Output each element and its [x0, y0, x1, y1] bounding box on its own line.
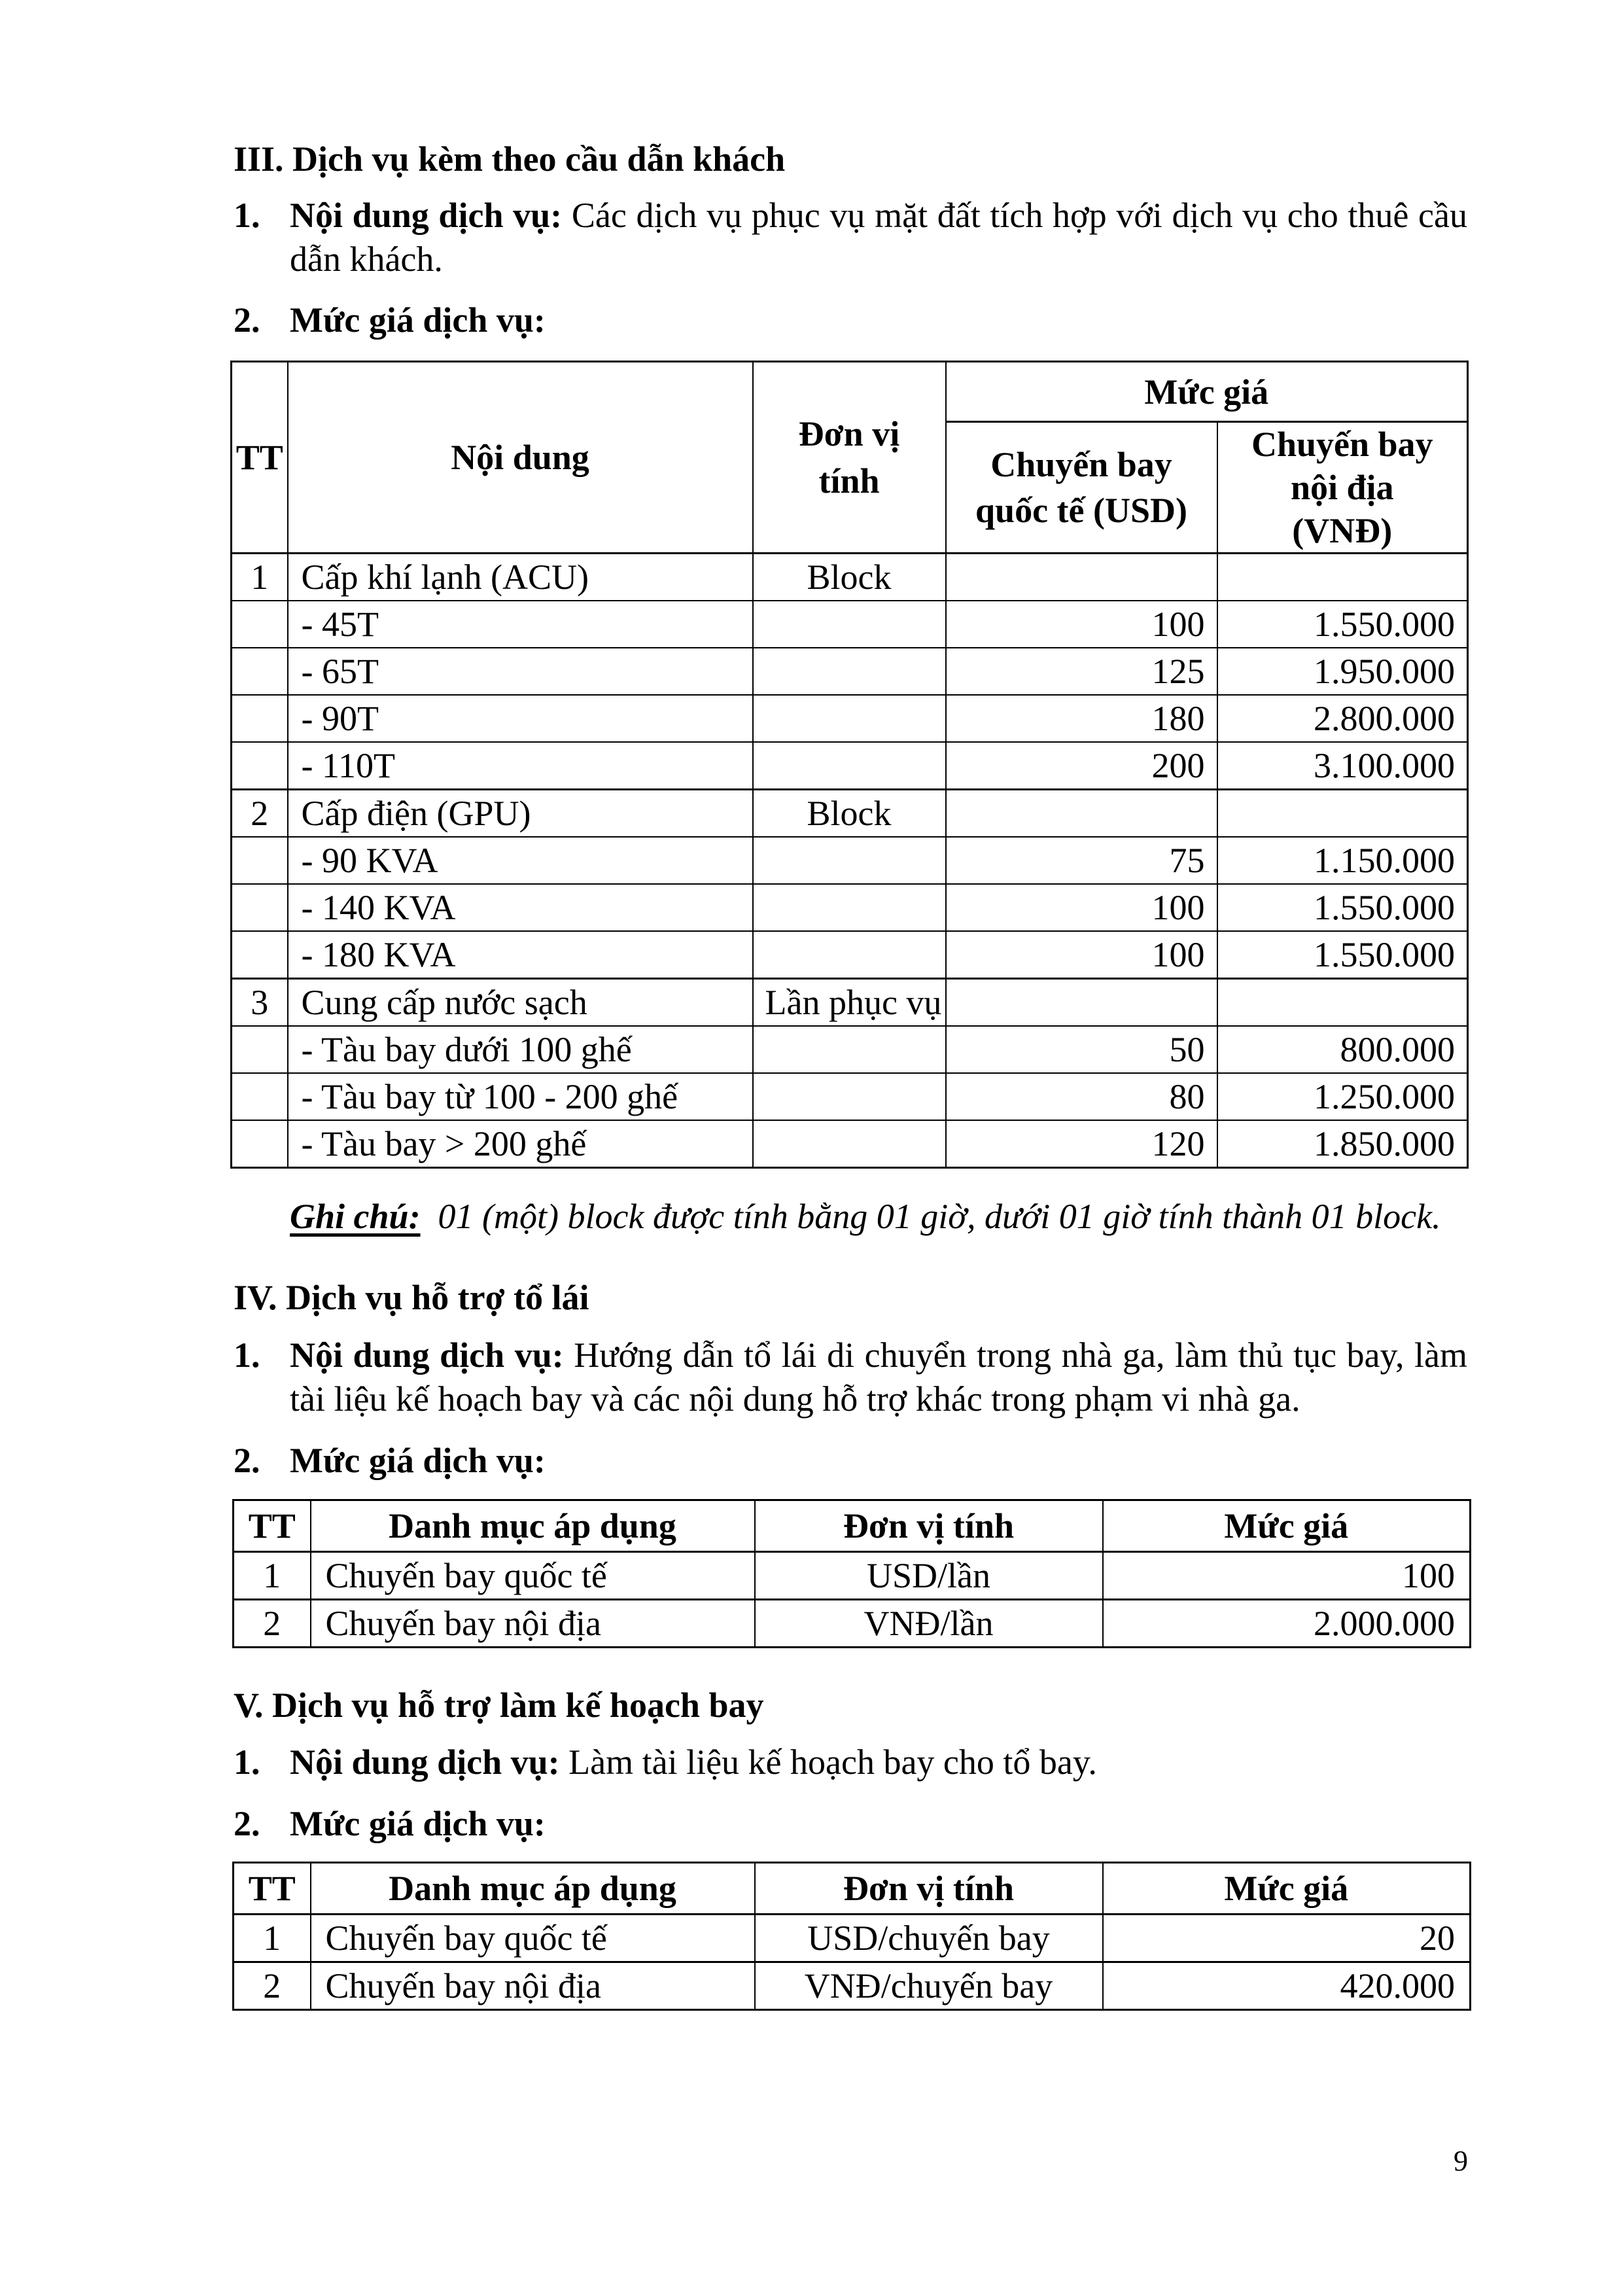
cell-intl-price: 125	[946, 648, 1217, 695]
header-price-group: Mức giá	[946, 362, 1468, 422]
section-iv-price-title	[234, 1439, 1470, 1483]
cell-tt: 1	[232, 554, 288, 601]
content-text: Làm tài liệu kế hoạch bay cho tổ bay.	[559, 1742, 1097, 1782]
cell-intl-price: 100	[946, 884, 1217, 931]
cell-tt: 1	[234, 1552, 311, 1600]
cell-dom-price	[1217, 554, 1468, 601]
table-row	[232, 1120, 1468, 1168]
cell-unit: VNĐ/lần	[755, 1600, 1103, 1648]
cell-unit: USD/lần	[755, 1552, 1103, 1600]
cell-intl-price: 100	[946, 601, 1217, 648]
cell-content: - 90T	[288, 695, 753, 742]
cell-unit	[753, 695, 946, 742]
cell-dom-price: 1.250.000	[1217, 1073, 1468, 1120]
section-v-price-title	[234, 1802, 1470, 1846]
cell-price: 2.000.000	[1103, 1600, 1471, 1648]
cell-intl-price	[946, 554, 1217, 601]
cell-tt: 1	[234, 1915, 311, 1962]
cell-intl-price	[946, 979, 1217, 1027]
price-title	[290, 1439, 1467, 1483]
content-text: Các dịch vụ phục vụ mặt đất tích hợp với dịch vụ cho thuê cầu dẫn khách.	[290, 196, 1467, 279]
cell-unit: Block	[753, 554, 946, 601]
header-dom-line2: nội địa	[1290, 468, 1394, 507]
price-table-flight-planning	[232, 1862, 1471, 2011]
page-number: 9	[1454, 2145, 1468, 2177]
cell-category: Chuyến bay nội địa	[311, 1600, 755, 1648]
list-number: 2.	[234, 1804, 260, 1843]
cell-category: Chuyến bay quốc tế	[311, 1915, 755, 1962]
header-unit-line1: Đơn vị	[798, 414, 900, 453]
cell-intl-price: 80	[946, 1073, 1217, 1120]
cell-dom-price: 800.000	[1217, 1026, 1468, 1073]
table-row	[232, 601, 1468, 648]
header-unit-line2: tính	[818, 461, 880, 501]
header-intl-line1: Chuyến bay	[990, 445, 1172, 484]
section-heading-v: V. Dịch vụ hỗ trợ làm kế hoạch bay	[234, 1686, 764, 1725]
header-tt: TT	[234, 1863, 311, 1915]
price-title-label: Mức giá dịch vụ:	[290, 1441, 546, 1480]
cell-content: - 110T	[288, 742, 753, 790]
cell-intl-price: 75	[946, 837, 1217, 884]
cell-tt	[232, 1073, 288, 1120]
cell-tt	[232, 931, 288, 979]
content-label: Nội dung dịch vụ:	[290, 196, 563, 235]
table-row	[232, 1026, 1468, 1073]
table-row	[234, 1915, 1471, 1962]
cell-content: - Tàu bay dưới 100 ghế	[288, 1026, 753, 1073]
cell-unit: VNĐ/chuyến bay	[755, 1962, 1103, 2010]
header-dom-price	[1217, 422, 1468, 554]
cell-dom-price: 1.950.000	[1217, 648, 1468, 695]
cell-content: - 65T	[288, 648, 753, 695]
cell-tt	[232, 884, 288, 931]
cell-unit: Block	[753, 790, 946, 838]
cell-dom-price: 1.150.000	[1217, 837, 1468, 884]
cell-tt	[232, 1026, 288, 1073]
header-price: Mức giá	[1103, 1500, 1471, 1552]
cell-content: Cấp điện (GPU)	[288, 790, 753, 838]
cell-unit	[753, 1073, 946, 1120]
table-row	[232, 695, 1468, 742]
cell-category: Chuyến bay quốc tế	[311, 1552, 755, 1600]
list-number: 2.	[234, 1441, 260, 1480]
cell-tt: 2	[234, 1962, 311, 2010]
list-number: 1.	[234, 1335, 260, 1375]
table-group-row	[232, 554, 1468, 601]
price-table-crew-support	[232, 1499, 1471, 1648]
price-table-jet-bridge-services	[230, 361, 1469, 1169]
section-heading-iv: IV. Dịch vụ hỗ trợ tổ lái	[234, 1278, 589, 1317]
header-unit: Đơn vị tính	[755, 1863, 1103, 1915]
cell-content: - 45T	[288, 601, 753, 648]
cell-unit: Lần phục vụ	[753, 979, 946, 1027]
table-row	[232, 931, 1468, 979]
header-unit	[753, 362, 946, 554]
header-category: Danh mục áp dụng	[311, 1863, 755, 1915]
cell-unit	[753, 1120, 946, 1168]
cell-intl-price	[946, 790, 1217, 838]
note-label: Ghi chú:	[290, 1197, 421, 1236]
section-iii-content	[234, 194, 1470, 281]
cell-tt	[232, 1120, 288, 1168]
table-row	[232, 1073, 1468, 1120]
cell-price: 100	[1103, 1552, 1471, 1600]
list-number: 2.	[234, 300, 260, 340]
table-group-row	[232, 790, 1468, 838]
section-heading-iii: III. Dịch vụ kèm theo cầu dẫn khách	[234, 139, 786, 179]
content-paragraph	[290, 1333, 1467, 1421]
cell-dom-price: 1.550.000	[1217, 931, 1468, 979]
cell-content: Cấp khí lạnh (ACU)	[288, 554, 753, 601]
table1-body	[232, 554, 1468, 1168]
table-group-row	[232, 979, 1468, 1027]
cell-unit	[753, 837, 946, 884]
price-title	[290, 298, 1467, 342]
section-iii-price-title	[234, 298, 1470, 342]
table-row	[232, 648, 1468, 695]
header-dom-line3: (VNĐ)	[1292, 511, 1393, 550]
cell-unit	[753, 742, 946, 790]
table-row	[232, 742, 1468, 790]
cell-tt: 3	[232, 979, 288, 1027]
cell-dom-price: 1.550.000	[1217, 884, 1468, 931]
cell-dom-price: 2.800.000	[1217, 695, 1468, 742]
table-row	[232, 884, 1468, 931]
cell-price: 420.000	[1103, 1962, 1471, 2010]
table-row	[232, 837, 1468, 884]
header-dom-line1: Chuyến bay	[1251, 425, 1433, 464]
cell-unit	[753, 884, 946, 931]
content-paragraph	[290, 1740, 1467, 1784]
content-paragraph	[290, 194, 1467, 281]
cell-unit	[753, 1026, 946, 1073]
table-row	[234, 1552, 1471, 1600]
table-row	[234, 1962, 1471, 2010]
list-number: 1.	[234, 1742, 260, 1782]
cell-unit	[753, 931, 946, 979]
price-title-label: Mức giá dịch vụ:	[290, 1804, 546, 1843]
header-intl-price	[946, 422, 1217, 554]
cell-tt: 2	[232, 790, 288, 838]
cell-tt: 2	[234, 1600, 311, 1648]
cell-dom-price: 1.850.000	[1217, 1120, 1468, 1168]
table-row	[234, 1600, 1471, 1648]
cell-category: Chuyến bay nội địa	[311, 1962, 755, 2010]
header-tt: TT	[234, 1500, 311, 1552]
cell-intl-price: 100	[946, 931, 1217, 979]
list-number: 1.	[234, 196, 260, 235]
cell-dom-price	[1217, 979, 1468, 1027]
cell-content: - 90 KVA	[288, 837, 753, 884]
cell-intl-price: 200	[946, 742, 1217, 790]
cell-intl-price: 120	[946, 1120, 1217, 1168]
note	[290, 1195, 1441, 1239]
content-label: Nội dung dịch vụ:	[290, 1335, 564, 1375]
price-title	[290, 1802, 1467, 1846]
cell-tt	[232, 601, 288, 648]
content-label: Nội dung dịch vụ:	[290, 1742, 560, 1782]
cell-intl-price: 50	[946, 1026, 1217, 1073]
cell-intl-price: 180	[946, 695, 1217, 742]
price-title-label: Mức giá dịch vụ:	[290, 300, 546, 340]
cell-dom-price	[1217, 790, 1468, 838]
section-iv-content	[234, 1333, 1470, 1421]
cell-price: 20	[1103, 1915, 1471, 1962]
cell-tt	[232, 648, 288, 695]
content-text: Hướng dẫn tổ lái di chuyển trong nhà ga, làm thủ tục bay, làm tài liệu kế hoạch bay và các nội dung hỗ trợ khác trong phạm vi nhà ga.	[290, 1335, 1467, 1419]
cell-tt	[232, 837, 288, 884]
header-category: Danh mục áp dụng	[311, 1500, 755, 1552]
cell-unit	[753, 601, 946, 648]
cell-dom-price: 1.550.000	[1217, 601, 1468, 648]
header-intl-line2: quốc tế (USD)	[975, 491, 1187, 530]
cell-content: - 140 KVA	[288, 884, 753, 931]
section-v-content	[234, 1740, 1470, 1784]
cell-tt	[232, 695, 288, 742]
cell-unit	[753, 648, 946, 695]
cell-content: Cung cấp nước sạch	[288, 979, 753, 1027]
cell-unit: USD/chuyến bay	[755, 1915, 1103, 1962]
header-tt: TT	[232, 362, 288, 554]
note-text: 01 (một) block được tính bằng 01 giờ, dưới 01 giờ tính thành 01 block.	[420, 1197, 1441, 1236]
cell-content: - 180 KVA	[288, 931, 753, 979]
header-price: Mức giá	[1103, 1863, 1471, 1915]
cell-tt	[232, 742, 288, 790]
cell-dom-price: 3.100.000	[1217, 742, 1468, 790]
cell-content: - Tàu bay từ 100 - 200 ghế	[288, 1073, 753, 1120]
header-unit: Đơn vị tính	[755, 1500, 1103, 1552]
header-content: Nội dung	[288, 362, 753, 554]
cell-content: - Tàu bay > 200 ghế	[288, 1120, 753, 1168]
